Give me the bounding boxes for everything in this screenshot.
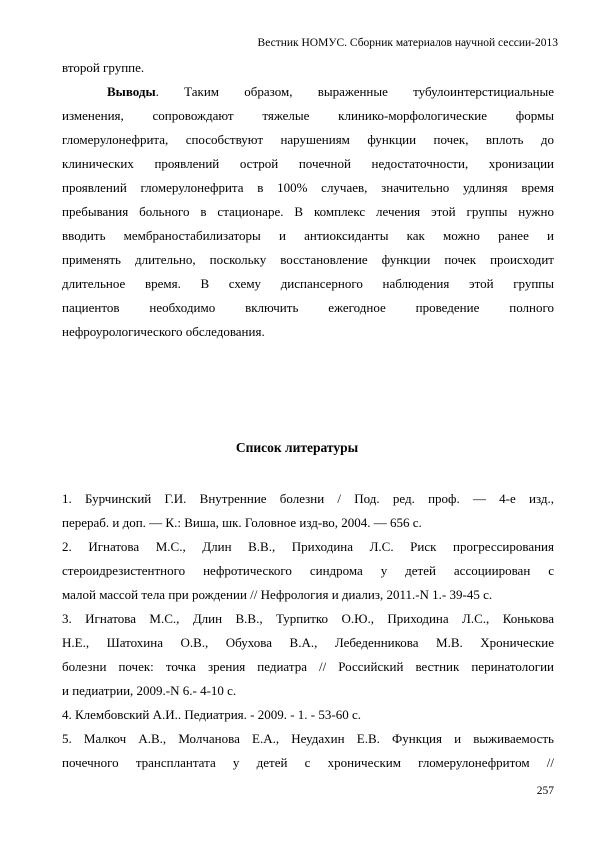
reference-line: 3. Игнатова М.С., Длин В.В., Турпитко О.Ю., Приходина Л.С., Конькова	[62, 611, 554, 626]
body-line: пациентов необходимо включить ежегодное проведение полного	[62, 300, 554, 315]
conclusions-label: Выводы	[107, 84, 156, 99]
reference-line: стероидрезистентного нефротического синдрома у детей ассоциирован с	[62, 563, 554, 578]
body-line: нефроурологического обследования.	[62, 324, 265, 339]
reference-line: перераб. и доп. — К.: Виша, шк. Головное изд-во, 2004. — 656 с.	[62, 515, 422, 530]
body-text	[62, 56, 554, 344]
references-title: Список литературы	[235, 440, 359, 455]
running-header: Вестник НОМУС. Сборник материалов научной сессии-2013	[257, 37, 558, 49]
body-line: изменения, сопровождают тяжелые клинико-морфологические формы	[62, 108, 554, 123]
reference-line: 2. Игнатова М.С., Длин В.В., Приходина Л.С. Риск прогрессирования	[62, 539, 554, 554]
reference-line: 4. Клембовский А.И.. Педиатрия. - 2009. - 1. - 53-60 с.	[62, 707, 361, 722]
page-number: 257	[536, 785, 554, 797]
body-line: применять длительно, поскольку восстановление функции почек происходит	[62, 252, 554, 267]
reference-line: Н.Е., Шатохина О.В., Обухова В.А., Лебеденникова М.В. Хронические	[62, 635, 554, 650]
reference-line: 5. Малкоч А.В., Молчанова Е.А., Неудахин Е.В. Функция и выживаемость	[62, 731, 554, 746]
body-line: длительное время. В схему диспансерного наблюдения этой группы	[62, 276, 554, 291]
body-line: гломерулонефрита, способствуют нарушениям функции почек, вплоть до	[62, 132, 554, 147]
reference-line: 1. Бурчинский Г.И. Внутренние болезни / Под. ред. проф. — 4-е изд.,	[62, 491, 554, 506]
reference-line: почечного трансплантата у детей с хроническим гломерулонефритом //	[62, 755, 554, 770]
reference-line: малой массой тела при рождении // Нефрология и диализ, 2011.-N 1.- 39-45 с.	[62, 587, 493, 602]
references-list	[62, 487, 554, 775]
reference-line: болезни почек: точка зрения педиатра // Российский вестник перинатологии	[62, 659, 554, 674]
reference-line: и педиатрии, 2009.-N 6.- 4-10 с.	[62, 683, 237, 698]
body-line: проявлений гломерулонефрита в 100% случаев, значительно удлиняя время	[62, 180, 554, 195]
body-line: второй группе.	[62, 60, 145, 75]
body-line: клинических проявлений острой почечной недостаточности, хронизации	[62, 156, 554, 171]
body-line-text: . Таким образом, выраженные тубулоинтерстициальные	[155, 84, 554, 99]
body-line: пребывания больного в стационаре. В комплекс лечения этой группы нужно	[62, 204, 554, 219]
body-line: вводить мембраностабилизаторы и антиоксиданты как можно ранее и	[62, 228, 554, 243]
body-line	[62, 80, 554, 104]
